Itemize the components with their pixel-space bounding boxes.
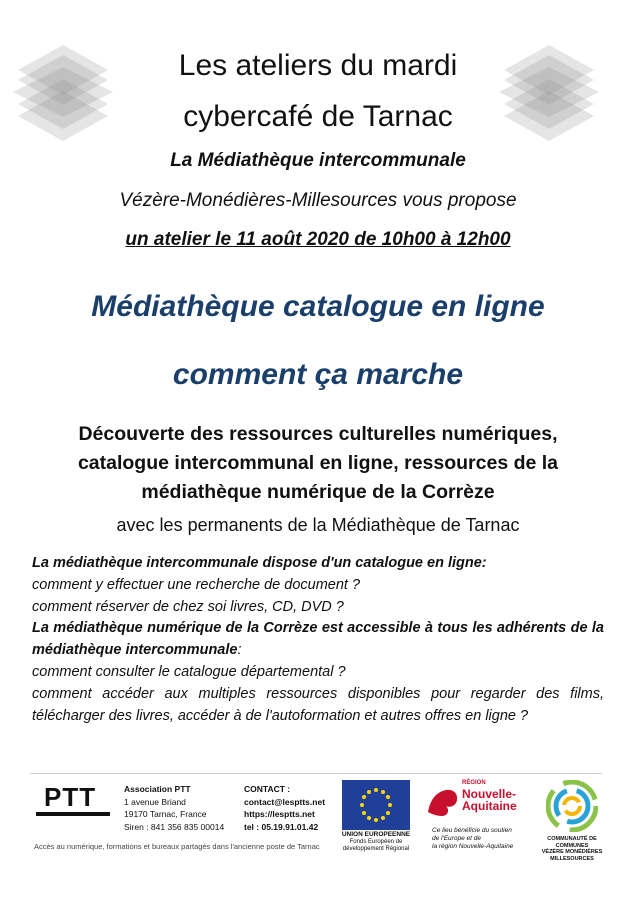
title-line-1: Les ateliers du mardi: [178, 49, 458, 82]
contact-phone: tel : 05.19.91.01.42: [244, 821, 319, 832]
body-text: [32, 553, 604, 727]
footer-divider: [30, 773, 602, 774]
title-line-2: cybercafé de Tarnac: [183, 100, 453, 133]
body-paragraph-4: [32, 618, 604, 662]
region-caption-1: Ce lieu bénéficie du soutien: [432, 827, 512, 834]
proposal-line: Vézère-Monédières-Millesources vous propose: [119, 190, 517, 211]
body-paragraph-1: La médiathèque intercommunale dispose d'un catalogue en ligne:: [32, 555, 487, 571]
eu-caption: [336, 831, 416, 853]
organizer: La Médiathèque intercommunale: [170, 150, 466, 171]
description-line-1: Découverte des ressources culturelles numériques,: [78, 423, 558, 445]
headline-line-2: comment ça marche: [172, 358, 464, 391]
region-caption-3: la région Nouvelle-Aquitaine: [432, 843, 514, 850]
body-paragraph-4-suffix: :: [237, 642, 242, 659]
eu-fund-1: Fonds Européen de: [349, 839, 403, 845]
region-word: RÉGION: [462, 780, 486, 786]
lion-icon: [424, 782, 462, 820]
body-paragraph-2: comment y effectuer une recherche de document ?: [32, 576, 361, 593]
vmm-line-2: VÉZÈRE MONÉDIÈRES MILLESOURCES: [541, 849, 603, 862]
event-date: un atelier le 11 août 2020 de 10h00 à 12h00: [125, 229, 511, 250]
ptt-logo: PTT: [44, 782, 97, 812]
region-caption-2: de l'Europe et de: [432, 835, 481, 842]
vmm-swirl-icon: [546, 780, 598, 832]
eu-stars-icon: [342, 780, 410, 830]
description-line-4: avec les permanents de la Médiathèque de Tarnac: [116, 515, 520, 535]
body-paragraph-4-bold: La médiathèque numérique de la Corrèze est accessible à tous les adhérents de la médiathèque intercommunale: [32, 620, 604, 659]
headline-line-1: Médiathèque catalogue en ligne: [91, 290, 545, 323]
ptt-logo-bar: [36, 812, 110, 816]
association-siren: Siren : 841 356 835 00014: [124, 821, 225, 832]
vmm-caption: [532, 836, 612, 862]
contact-block: [244, 783, 325, 833]
association-block: [124, 783, 224, 833]
eu-flag: [342, 780, 410, 830]
contact-label: CONTACT :: [244, 784, 291, 794]
association-address-2: 19170 Tarnac, France: [124, 809, 207, 819]
association-address-1: 1 avenue Briand: [124, 796, 186, 807]
contact-url[interactable]: https://lesptts.net: [244, 809, 315, 819]
association-name: Association PTT: [124, 784, 191, 794]
vmm-line-1: COMMUNAUTÉ DE COMMUNES: [547, 836, 597, 849]
body-paragraph-6: comment accéder aux multiples ressources disponibles pour regarder des films, télécharger des livres, accéder à de l'autoformation et autres offres en ligne ?: [32, 685, 604, 724]
eu-label: UNION EUROPEENNE: [341, 831, 411, 838]
eu-fund-2: développement Régional: [342, 846, 410, 852]
description-line-2: catalogue intercommunal en ligne, ressources de la: [77, 452, 559, 474]
contact-email[interactable]: contact@lesptts.net: [244, 796, 326, 807]
body-paragraph-5: comment consulter le catalogue départemental ?: [32, 663, 346, 680]
region-name-2: Aquitaine: [462, 799, 517, 813]
region-name-1: Nouvelle-: [462, 787, 517, 801]
body-paragraph-3: comment réserver de chez soi livres, CD, DVD ?: [32, 598, 344, 615]
region-caption: [432, 827, 522, 851]
footer-tagline: Accès au numérique, formations et bureaux partagés dans l'ancienne poste de Tarnac: [34, 842, 320, 851]
description-line-3: médiathèque numérique de la Corrèze: [141, 481, 495, 503]
